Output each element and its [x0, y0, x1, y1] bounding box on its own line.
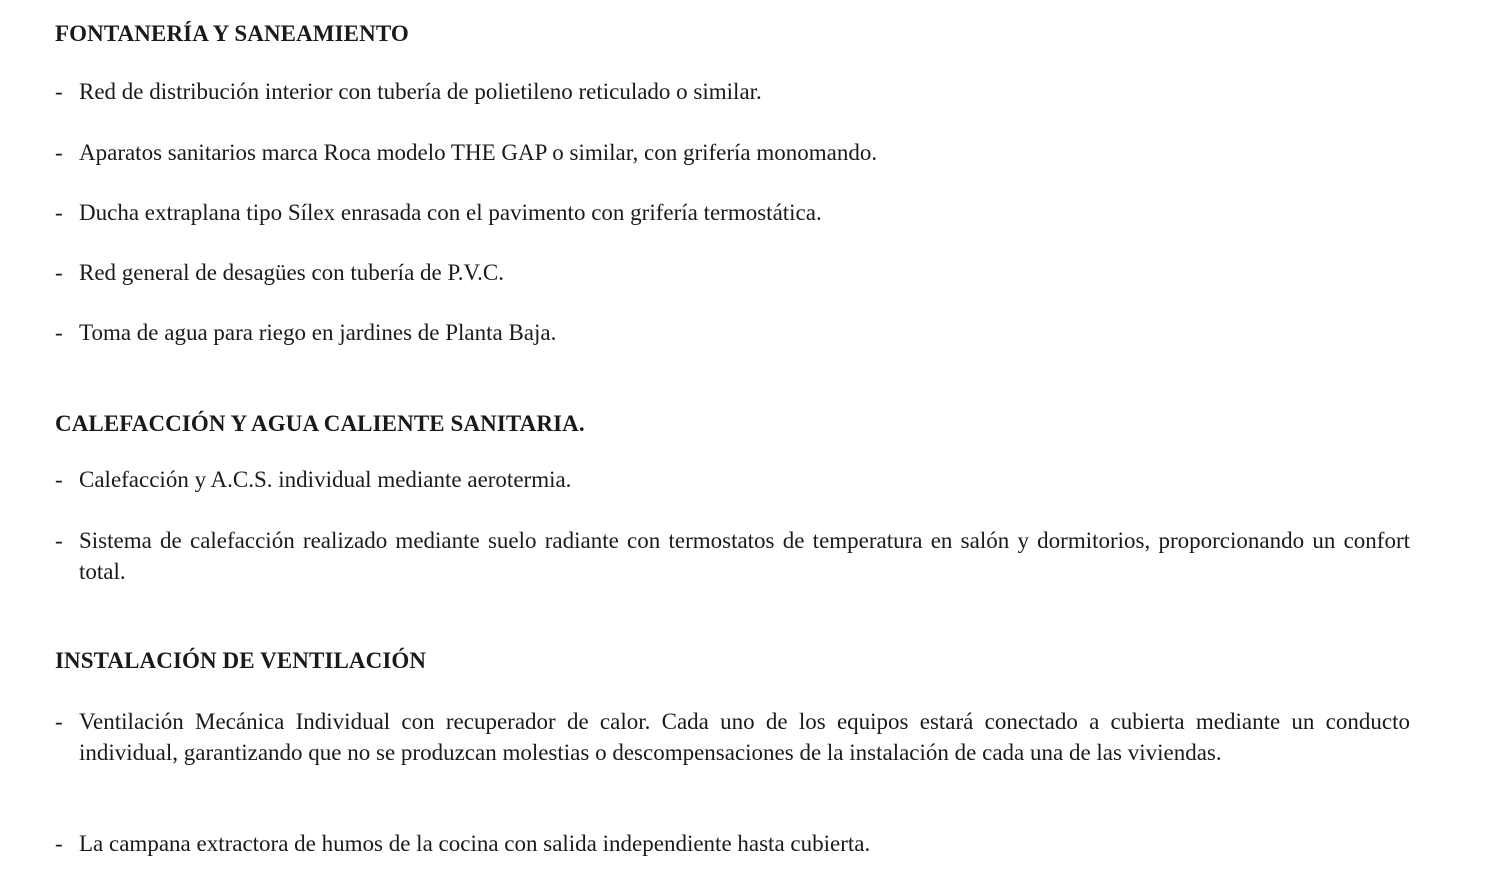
list-item [55, 76, 1410, 107]
list-item-text: Ducha extraplana tipo Sílex enrasada con el pavimento con grifería termostática. [79, 200, 822, 225]
section-heading-fontaneria: FONTANERÍA Y SANEAMIENTO [55, 21, 409, 46]
list-item [55, 828, 1410, 859]
bullet-dash: - [55, 140, 63, 165]
section-heading-calefaccion: CALEFACCIÓN Y AGUA CALIENTE SANITARIA. [55, 411, 585, 436]
bullet-dash: - [55, 320, 63, 345]
list-item [55, 706, 1410, 768]
list-item-text: Sistema de calefacción realizado mediante suelo radiante con termostatos de temperatura en salón y dormitorios, proporcionando un confort total. [79, 528, 1410, 584]
bullet-dash: - [55, 528, 63, 553]
list-item-text: Ventilación Mecánica Individual con recuperador de calor. Cada uno de los equipos estará conectado a cubierta mediante un conducto individual, garantizando que no se produzcan molestias o descompensaciones de la instalación de cada una de las viviendas. [79, 709, 1410, 765]
list-item-text: Toma de agua para riego en jardines de Planta Baja. [79, 320, 557, 345]
list-item-text: Aparatos sanitarios marca Roca modelo THE GAP o similar, con grifería monomando. [79, 140, 878, 165]
section-heading-ventilacion: INSTALACIÓN DE VENTILACIÓN [55, 648, 427, 673]
list-item [55, 317, 1410, 348]
list-item-text: Red general de desagües con tubería de P.V.C. [79, 260, 504, 285]
list-item-text: La campana extractora de humos de la cocina con salida independiente hasta cubierta. [79, 831, 871, 856]
list-item-text: Red de distribución interior con tubería de polietileno reticulado o similar. [79, 79, 762, 104]
list-item [55, 257, 1410, 288]
list-item [55, 197, 1410, 228]
list-item [55, 137, 1410, 168]
bullet-dash: - [55, 79, 63, 104]
bullet-dash: - [55, 467, 63, 492]
bullet-dash: - [55, 831, 63, 856]
bullet-dash: - [55, 200, 63, 225]
list-item [55, 464, 1410, 495]
bullet-dash: - [55, 260, 63, 285]
list-item [55, 525, 1410, 587]
list-item-text: Calefacción y A.C.S. individual mediante aerotermia. [79, 467, 572, 492]
bullet-dash: - [55, 709, 63, 734]
